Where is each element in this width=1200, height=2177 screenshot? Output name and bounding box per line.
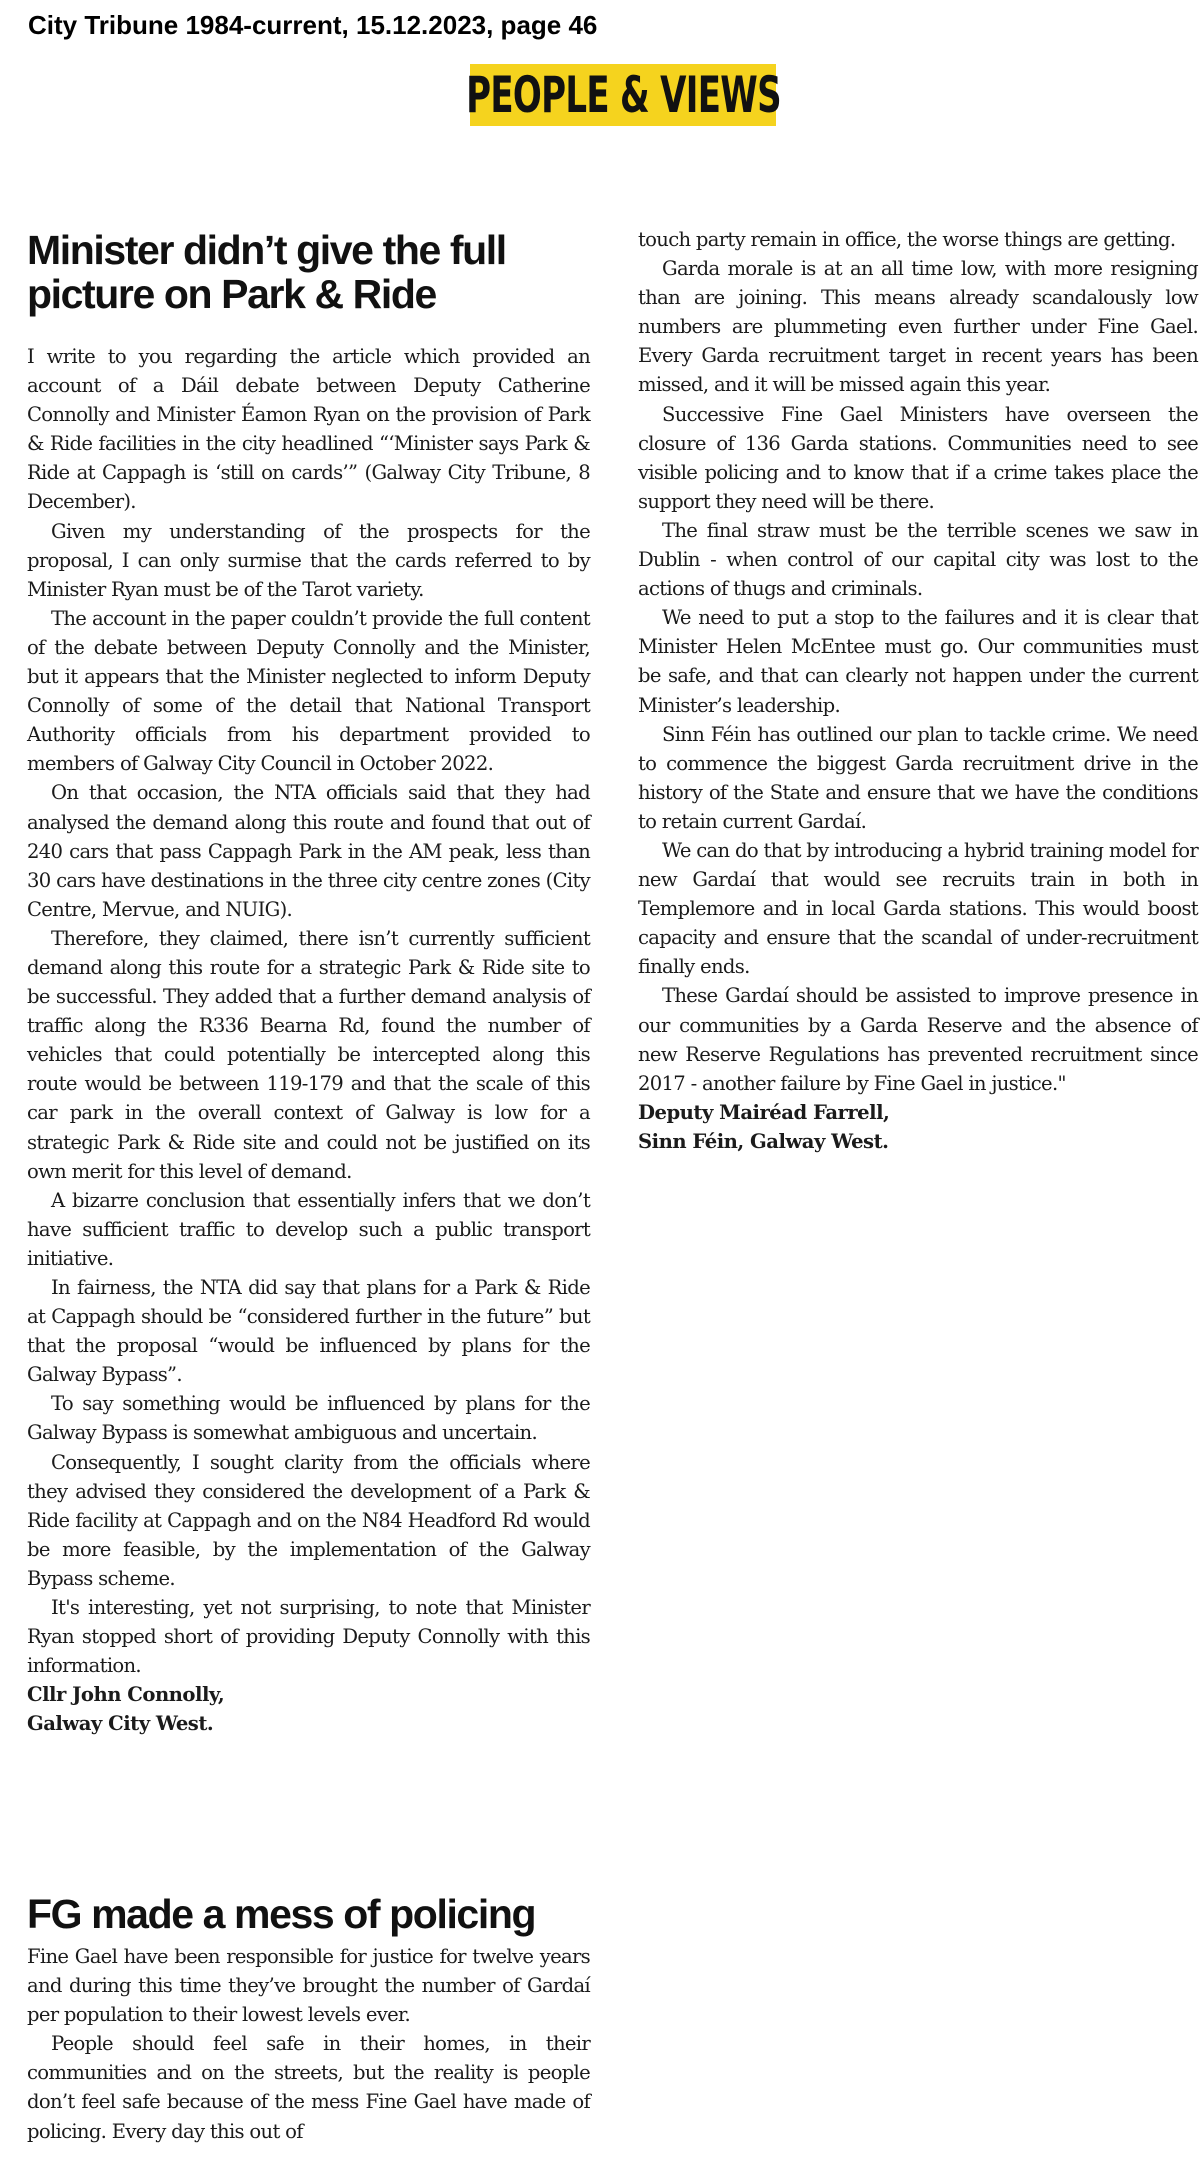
- author-name: Deputy Mairéad Farrell,: [638, 1100, 890, 1124]
- article-2-headline: [27, 1892, 535, 1936]
- article-1-headline: [27, 228, 506, 316]
- paragraph: Given my understanding of the prospects for the proposal, I can only surmise that the cards referred to by Minister Ryan must be of the Tarot variety.: [27, 519, 590, 601]
- source-line: City Tribune 1984-current, 15.12.2023, page 46: [28, 10, 598, 40]
- section-banner: [465, 64, 781, 126]
- paragraph: Consequently, I sought clarity from the officials where they advised they considered the development of a Park & Ride facility at Cappagh and on the N84 Headford Rd would be more feasible, by the implementation of the Galway Bypass scheme.: [27, 1450, 590, 1590]
- paragraph: The final straw must be the terrible scenes we saw in Dublin - when control of our capital city was lost to the actions of thugs and criminals.: [638, 518, 1198, 601]
- paragraph: Fine Gael have been responsible for justice for twelve years and during this time they’ve brought the number of Gardaí per population to their lowest levels ever.: [27, 1945, 590, 2027]
- paragraph: People should feel safe in their homes, in their communities and on the streets, but the reality is people don’t feel safe because of the mess Fine Gael have made of policing. Every day this out of: [27, 2032, 590, 2143]
- paragraph: Garda morale is at an all time low, with more resigning than are joining. This means already scandalously low numbers are plummeting even further under Fine Gael. Every Garda recruitment target in recent years has been missed, and it will be missed again this year.: [638, 257, 1198, 397]
- author-name: Cllr John Connolly,: [27, 1683, 225, 1707]
- headline-line: picture on Park & Ride: [27, 271, 436, 317]
- paragraph: Sinn Féin has outlined our plan to tackle crime. We need to commence the biggest Garda recruitment drive in the history of the State and ensure that we have the conditions to retain current Gardaí.: [638, 722, 1198, 833]
- paragraph: These Gardaí should be assisted to improve presence in our communities by a Garda Reserve and the absence of new Reserve Regulations has prevented recruitment since 2017 - another failure by Fine Gael in justice.": [638, 984, 1198, 1095]
- article-2-body-left: [27, 1942, 590, 2146]
- author-location: Sinn Féin, Galway West.: [638, 1129, 889, 1153]
- paragraph: A bizarre conclusion that essentially infers that we don’t have sufficient traffic to develop such a public transport initiative.: [27, 1188, 590, 1270]
- headline-line: FG made a mess of policing: [27, 1891, 536, 1937]
- paragraph: On that occasion, the NTA officials said that they had analysed the demand along this route and found that out of 240 cars that pass Cappagh Park in the AM peak, less than 30 cars have destinations in the three city centre zones (City Centre, Mervue, and NUIG).: [27, 781, 590, 921]
- headline-line: Minister didn’t give the full: [27, 227, 506, 273]
- section-title: PEOPLE & VIEWS: [465, 66, 781, 124]
- paragraph: Therefore, they claimed, there isn’t currently sufficient demand along this route for a strategic Park & Ride site to be successful. They added that a further demand analysis of traffic along the R336 Bearna Rd, found the number of vehicles that could potentially be intercepted along this route would be between 119-179 and that the scale of this car park in the overall context of Galway is low for a strategic Park & Ride site and could not be justified on its own merit for this level of demand.: [27, 926, 590, 1183]
- article-1-body: [27, 342, 590, 1739]
- paragraph: We need to put a stop to the failures and it is clear that Minister Helen McEntee must go. Our communities must be safe, and that can clearly not happen under the current Minister’s leadership.: [638, 606, 1198, 717]
- paragraph: In fairness, the NTA did say that plans for a Park & Ride at Cappagh should be “considered further in the future” but that the proposal “would be influenced by plans for the Galway Bypass”.: [27, 1276, 590, 1387]
- author-location: Galway City West.: [27, 1712, 214, 1736]
- article-2-body-right: [638, 225, 1198, 1156]
- paragraph: We can do that by introducing a hybrid training model for new Gardaí that would see recruits train in both in Templemore and in local Garda stations. This would boost capacity and ensure that the scandal of under-recruitment finally ends.: [638, 838, 1198, 979]
- paragraph: touch party remain in office, the worse things are getting.: [638, 228, 1176, 251]
- paragraph: Successive Fine Gael Ministers have overseen the closure of 136 Garda stations. Communities need to see visible policing and to know that if a crime takes place the support they need will be there.: [638, 402, 1198, 513]
- paragraph: It's interesting, yet not surprising, to note that Minister Ryan stopped short of providing Deputy Connolly with this information.: [27, 1596, 590, 1678]
- paragraph: The account in the paper couldn’t provide the full content of the debate between Deputy Connolly and the Minister, but it appears that the Minister neglected to inform Deputy Connolly of some of the detail that National Transport Authority officials from his department provided to members of Galway City Council in October 2022.: [27, 606, 590, 776]
- paragraph: To say something would be influenced by plans for the Galway Bypass is somewhat ambiguous and uncertain.: [27, 1392, 590, 1445]
- paragraph: I write to you regarding the article which provided an account of a Dáil debate between Deputy Catherine Connolly and Minister Éamon Ryan on the provision of Park & Ride facilities in the city headlined “‘Minister says Park & Ride at Cappagh is ‘still on cards’” (Galway City Tribune, 8 December).: [27, 345, 590, 514]
